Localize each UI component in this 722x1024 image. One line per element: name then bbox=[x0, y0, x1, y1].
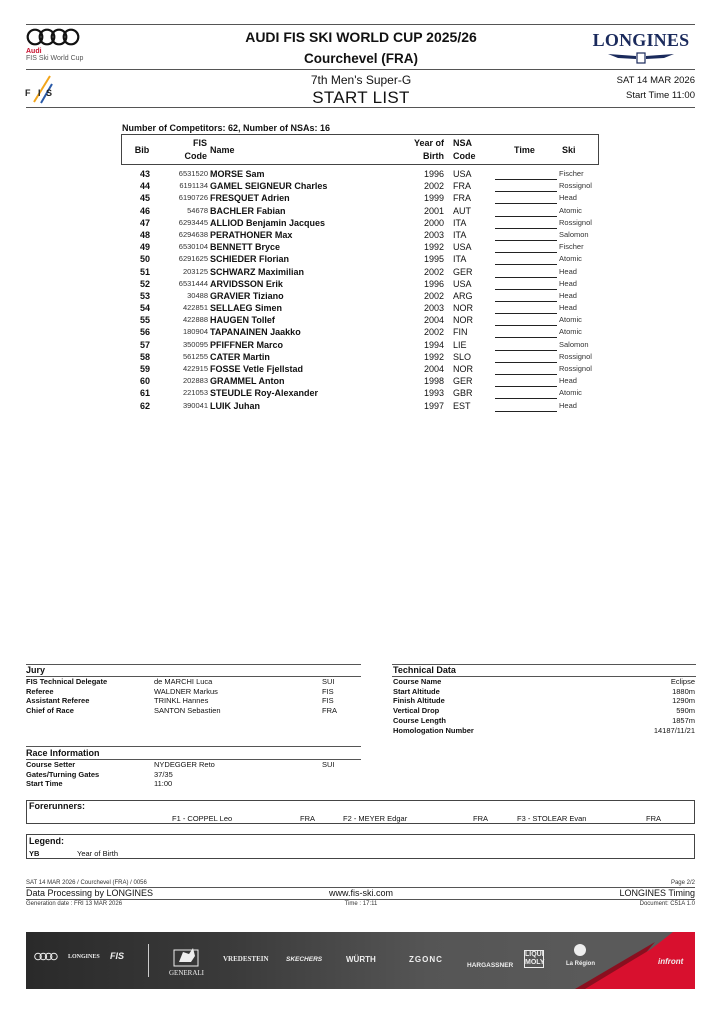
sponsor-longines: LONGINES bbox=[68, 954, 100, 960]
forerunner-3: F3 - STOLEAR Evan bbox=[517, 814, 587, 823]
jury-value: SANTON Sebastien bbox=[154, 706, 221, 716]
athlete-name-cell: PERATHONER Max bbox=[210, 229, 293, 240]
forerunners-title: Forerunners: bbox=[29, 801, 86, 811]
ski-brand-cell: Head bbox=[559, 290, 577, 300]
year-of-birth-cell: 1997 bbox=[423, 400, 444, 411]
athlete-name-cell: SCHWARZ Maximilian bbox=[210, 266, 305, 277]
ski-brand-cell: Atomic bbox=[559, 388, 582, 398]
year-of-birth-cell: 1999 bbox=[423, 193, 444, 204]
fis-code-cell: 54678 bbox=[187, 205, 208, 215]
bib-cell: 46 bbox=[139, 205, 150, 216]
time-blank-field bbox=[495, 278, 557, 290]
forerunners-box bbox=[26, 800, 695, 824]
table-row bbox=[121, 387, 601, 399]
event-venue: Courchevel (FRA) bbox=[303, 51, 418, 66]
nsa-code-cell: LIE bbox=[453, 339, 467, 350]
year-of-birth-cell: 1995 bbox=[423, 254, 444, 265]
year-of-birth-cell: 1998 bbox=[423, 376, 444, 387]
ski-brand-cell: Head bbox=[559, 278, 577, 288]
time-blank-field bbox=[495, 290, 557, 302]
forerunner-1: F1 - COPPEL Leo bbox=[172, 814, 233, 823]
ski-brand-cell: Atomic bbox=[559, 205, 582, 215]
sponsor-infront: infront bbox=[658, 957, 684, 966]
fis-code-cell: 203125 bbox=[182, 266, 208, 276]
time-blank-field bbox=[495, 314, 557, 326]
year-of-birth-cell: 2003 bbox=[423, 303, 444, 314]
col-time: Time bbox=[514, 145, 535, 155]
col-nsa: NSA bbox=[453, 138, 473, 148]
year-of-birth-cell: 2001 bbox=[423, 205, 444, 216]
jury-nation: SUI bbox=[322, 677, 335, 686]
sponsor-banner bbox=[26, 932, 695, 989]
legend-box bbox=[26, 834, 695, 859]
race-info-value: 11:00 bbox=[154, 779, 173, 789]
ski-brand-cell: Rossignol bbox=[559, 351, 592, 361]
nsa-code-cell: USA bbox=[453, 242, 472, 253]
jury-top-rule bbox=[26, 664, 361, 665]
jury-label: Assistant Referee bbox=[26, 696, 90, 706]
year-of-birth-cell: 2004 bbox=[423, 315, 444, 326]
time-blank-field bbox=[495, 168, 557, 180]
nsa-code-cell: ARG bbox=[453, 290, 473, 301]
technical-value: 1857m bbox=[672, 715, 695, 725]
legend-abbr: YB bbox=[29, 849, 40, 858]
bib-cell: 58 bbox=[139, 351, 150, 362]
nsa-code-cell: GER bbox=[453, 376, 473, 387]
fis-logo-icon bbox=[24, 74, 58, 104]
sponsor-wurth: WÜRTH bbox=[346, 955, 376, 964]
technical-value: 1880m bbox=[672, 686, 695, 696]
footer-page: Page 2/2 bbox=[670, 880, 695, 886]
athlete-name-cell: GAMEL SEIGNEUR Charles bbox=[210, 181, 328, 192]
ski-brand-cell: Atomic bbox=[559, 254, 582, 264]
fis-code-cell: 30488 bbox=[187, 290, 208, 300]
svg-text:F: F bbox=[25, 88, 31, 98]
bib-cell: 50 bbox=[139, 254, 150, 265]
table-row bbox=[121, 253, 601, 265]
sponsor-hargassner: HARGASSNER bbox=[467, 962, 514, 969]
race-info-value: 37/35 bbox=[154, 769, 173, 779]
technical-label: Course Name bbox=[393, 677, 442, 686]
footer-time: Time : 17:11 bbox=[344, 901, 378, 907]
technical-title: Technical Data bbox=[393, 665, 456, 675]
fis-code-cell: 6191134 bbox=[179, 181, 208, 191]
nsa-code-cell: ITA bbox=[453, 217, 467, 228]
bib-cell: 61 bbox=[139, 388, 150, 399]
sponsor-fis: FIS bbox=[110, 951, 125, 961]
col-name: Name bbox=[210, 145, 235, 155]
jury-value: de MARCHI Luca bbox=[154, 677, 213, 686]
audi-rings-icon bbox=[26, 28, 80, 46]
start-list-rows bbox=[121, 168, 601, 412]
time-blank-field bbox=[495, 266, 557, 278]
technical-label: Course Length bbox=[393, 715, 446, 725]
year-of-birth-cell: 1994 bbox=[423, 339, 444, 350]
ski-brand-cell: Rossignol bbox=[559, 364, 592, 373]
time-blank-field bbox=[495, 217, 557, 229]
bib-cell: 57 bbox=[139, 339, 150, 350]
col-code: Code bbox=[184, 151, 207, 161]
bib-cell: 43 bbox=[139, 169, 150, 179]
table-row bbox=[121, 168, 601, 180]
year-of-birth-cell: 2002 bbox=[423, 266, 444, 277]
la-region-icon bbox=[574, 944, 586, 956]
fis-code-cell: 561255 bbox=[182, 351, 208, 361]
fis-code-cell: 6294638 bbox=[178, 229, 208, 239]
table-row bbox=[121, 229, 601, 241]
athlete-name-cell: SELLAEG Simen bbox=[210, 303, 283, 314]
year-of-birth-cell: 2000 bbox=[423, 217, 444, 228]
year-of-birth-cell: 2002 bbox=[423, 327, 444, 338]
time-blank-field bbox=[495, 241, 557, 253]
fis-code-cell: 6293445 bbox=[178, 217, 208, 227]
year-of-birth-cell: 1996 bbox=[423, 169, 444, 179]
fis-code-cell: 6530104 bbox=[178, 242, 208, 252]
footer-website[interactable]: www.fis-ski.com bbox=[328, 888, 393, 898]
athlete-name-cell: MORSE Sam bbox=[210, 169, 265, 179]
generali-lion-icon bbox=[171, 942, 201, 968]
athlete-name-cell: TAPANAINEN Jaakko bbox=[210, 327, 301, 338]
longines-wordmark: LONGINES bbox=[592, 30, 690, 50]
fis-code-cell: 350095 bbox=[182, 339, 208, 349]
technical-value: 1290m bbox=[672, 696, 695, 706]
ski-brand-cell: Head bbox=[559, 266, 577, 276]
col-bib: Bib bbox=[134, 145, 150, 155]
fis-code-cell: 6291625 bbox=[178, 254, 208, 264]
legend-meaning: Year of Birth bbox=[77, 849, 118, 858]
race-info-top-rule bbox=[26, 746, 361, 747]
table-row bbox=[121, 314, 601, 326]
bib-cell: 53 bbox=[139, 290, 150, 301]
ski-brand-cell: Atomic bbox=[559, 315, 582, 325]
fis-code-cell: 6190726 bbox=[178, 193, 208, 203]
jury-nation: FIS bbox=[322, 686, 334, 696]
col-ski: Ski bbox=[562, 145, 576, 155]
bib-cell: 51 bbox=[139, 266, 150, 277]
time-blank-field bbox=[495, 302, 557, 314]
col-fis: FIS bbox=[192, 138, 207, 148]
bib-cell: 56 bbox=[139, 327, 150, 338]
nsa-code-cell: NOR bbox=[453, 364, 473, 374]
jury-value: WALDNER Markus bbox=[154, 686, 218, 696]
longines-wings-icon bbox=[588, 52, 694, 64]
sponsor-vredestein: VREDESTEIN bbox=[223, 955, 269, 963]
forerunner-3-nation: FRA bbox=[646, 814, 661, 823]
table-row bbox=[121, 351, 601, 363]
nsa-code-cell: NOR bbox=[453, 303, 473, 314]
table-row bbox=[121, 326, 601, 338]
bib-cell: 55 bbox=[139, 315, 150, 326]
jury-title: Jury bbox=[26, 665, 46, 675]
bib-cell: 62 bbox=[139, 400, 150, 411]
race-info-label: Start Time bbox=[26, 779, 63, 789]
table-row bbox=[121, 302, 601, 314]
header-top-rule bbox=[26, 24, 695, 25]
ski-brand-cell: Salomon bbox=[559, 229, 589, 239]
jury-value: TRINKL Hannes bbox=[154, 696, 209, 706]
header-mid-rule bbox=[26, 69, 695, 70]
sponsor-generali: GENERALI bbox=[169, 969, 204, 977]
fis-code-cell: 202883 bbox=[182, 376, 208, 386]
bib-cell: 48 bbox=[139, 229, 150, 240]
time-blank-field bbox=[495, 400, 557, 412]
race-info-label: Course Setter bbox=[26, 760, 76, 769]
table-row bbox=[121, 363, 601, 375]
time-blank-field bbox=[495, 253, 557, 265]
technical-value: Eclipse bbox=[670, 677, 695, 686]
sponsor-skechers: SKECHERS bbox=[286, 956, 323, 963]
footer-reference: SAT 14 MAR 2026 / Courchevel (FRA) / 0056 bbox=[26, 880, 147, 886]
table-row bbox=[121, 241, 601, 253]
table-row bbox=[121, 290, 601, 302]
jury-label: FIS Technical Delegate bbox=[26, 677, 108, 686]
footer-generation-date: Generation date : FRI 13 MAR 2026 bbox=[26, 901, 123, 907]
sponsor-zgonc: ZGONC bbox=[409, 955, 443, 964]
ski-brand-cell: Head bbox=[559, 193, 577, 203]
ski-brand-cell: Head bbox=[559, 400, 577, 410]
athlete-name-cell: HAUGEN Tollef bbox=[210, 315, 275, 326]
nsa-code-cell: GER bbox=[453, 266, 473, 277]
race-info-title: Race Information bbox=[26, 748, 100, 758]
year-of-birth-cell: 1996 bbox=[423, 278, 444, 289]
legend-title: Legend: bbox=[29, 836, 64, 846]
fis-code-cell: 390041 bbox=[182, 400, 208, 410]
nsa-code-cell: FRA bbox=[453, 193, 471, 204]
jury-label: Chief of Race bbox=[26, 706, 74, 716]
athlete-name-cell: SCHIEDER Florian bbox=[210, 254, 290, 265]
nsa-code-cell: USA bbox=[453, 278, 472, 289]
nsa-code-cell: GBR bbox=[453, 388, 473, 399]
technical-label: Homologation Number bbox=[393, 725, 474, 735]
bib-cell: 47 bbox=[139, 217, 150, 228]
ski-brand-cell: Rossignol bbox=[559, 181, 592, 191]
year-of-birth-cell: 1992 bbox=[423, 242, 444, 253]
race-info-label: Gates/Turning Gates bbox=[26, 769, 100, 779]
event-title: AUDI FIS SKI WORLD CUP 2025/26 bbox=[245, 29, 477, 45]
ski-brand-cell: Fischer bbox=[559, 242, 584, 252]
year-of-birth-cell: 2002 bbox=[423, 181, 444, 192]
ski-brand-cell: Salomon bbox=[559, 339, 589, 349]
technical-label: Vertical Drop bbox=[393, 706, 440, 716]
fis-code-cell: 6531520 bbox=[178, 169, 208, 178]
table-row bbox=[121, 339, 601, 351]
ski-brand-cell: Fischer bbox=[559, 169, 584, 178]
bib-cell: 59 bbox=[139, 364, 150, 374]
footer-timing: LONGINES Timing bbox=[619, 888, 695, 898]
athlete-name-cell: ARVIDSSON Erik bbox=[210, 278, 283, 289]
svg-text:I: I bbox=[38, 88, 41, 98]
forerunner-2-nation: FRA bbox=[473, 814, 488, 823]
audi-brand: Audi bbox=[26, 48, 42, 55]
race-info-nation: SUI bbox=[322, 760, 335, 769]
year-of-birth-cell: 2002 bbox=[423, 290, 444, 301]
jury-label: Referee bbox=[26, 686, 54, 696]
sponsor-audi-icon bbox=[34, 952, 58, 961]
table-row bbox=[121, 400, 601, 412]
table-row bbox=[121, 217, 601, 229]
header-bottom-rule bbox=[26, 107, 695, 108]
table-header bbox=[121, 134, 599, 165]
table-row bbox=[121, 266, 601, 278]
competitor-count: Number of Competitors: 62, Number of NSAs: 16 bbox=[122, 123, 331, 133]
col-year-of: Year of bbox=[413, 138, 444, 148]
nsa-code-cell: FIN bbox=[453, 327, 468, 338]
fis-code-cell: 422851 bbox=[182, 303, 208, 313]
race-name: 7th Men's Super-G bbox=[310, 73, 412, 87]
fis-code-cell: 422915 bbox=[182, 364, 208, 373]
sponsor-liqui-moly: LIQUI MOLY bbox=[525, 951, 545, 966]
col-nsa-code: Code bbox=[453, 151, 476, 161]
technical-value: 590m bbox=[676, 706, 695, 716]
technical-label: Start Altitude bbox=[393, 686, 440, 696]
ski-brand-cell: Atomic bbox=[559, 327, 582, 337]
time-blank-field bbox=[495, 339, 557, 351]
athlete-name-cell: BACHLER Fabian bbox=[210, 205, 286, 216]
sponsor-la-region: La Région bbox=[566, 961, 596, 967]
nsa-code-cell: EST bbox=[453, 400, 471, 411]
bib-cell: 45 bbox=[139, 193, 150, 204]
athlete-name-cell: CATER Martin bbox=[210, 351, 270, 362]
time-blank-field bbox=[495, 205, 557, 217]
nsa-code-cell: ITA bbox=[453, 254, 467, 265]
jury-nation: FIS bbox=[322, 696, 334, 706]
ski-brand-cell: Head bbox=[559, 303, 577, 313]
longines-logo bbox=[588, 30, 694, 69]
year-of-birth-cell: 1993 bbox=[423, 388, 444, 399]
time-blank-field bbox=[495, 192, 557, 204]
fis-code-cell: 180904 bbox=[182, 327, 208, 337]
table-row bbox=[121, 375, 601, 387]
fis-code-cell: 221053 bbox=[182, 388, 208, 398]
bib-cell: 49 bbox=[139, 242, 150, 253]
audi-subtitle: FIS Ski World Cup bbox=[26, 55, 84, 62]
time-blank-field bbox=[495, 387, 557, 399]
bib-cell: 44 bbox=[139, 181, 150, 192]
start-time-header: Start Time 11:00 bbox=[626, 90, 695, 101]
athlete-name-cell: BENNETT Bryce bbox=[210, 242, 281, 253]
athlete-name-cell: GRAVIER Tiziano bbox=[210, 290, 284, 301]
athlete-name-cell: PFIFFNER Marco bbox=[210, 339, 284, 350]
ski-brand-cell: Rossignol bbox=[559, 217, 592, 227]
athlete-name-cell: FOSSE Vetle Fjellstad bbox=[210, 364, 304, 374]
bib-cell: 54 bbox=[139, 303, 150, 314]
time-blank-field bbox=[495, 363, 557, 375]
forerunner-2: F2 - MEYER Edgar bbox=[343, 814, 408, 823]
ski-brand-cell: Head bbox=[559, 376, 577, 386]
race-info-value: NYDEGGER Reto bbox=[154, 760, 215, 769]
athlete-name-cell: STEUDLE Roy-Alexander bbox=[210, 388, 319, 399]
table-row bbox=[121, 192, 601, 204]
athlete-name-cell: LUIK Juhan bbox=[210, 400, 261, 411]
footer-document: Document: C51A 1.0 bbox=[639, 901, 695, 907]
footer-bottom-rule bbox=[26, 899, 695, 900]
athlete-name-cell: GRAMMEL Anton bbox=[210, 376, 285, 387]
nsa-code-cell: AUT bbox=[453, 205, 471, 216]
time-blank-field bbox=[495, 326, 557, 338]
fis-code-cell: 422888 bbox=[182, 315, 208, 325]
table-row bbox=[121, 180, 601, 192]
footer-processing: Data Processing by LONGINES bbox=[26, 888, 154, 898]
time-blank-field bbox=[495, 375, 557, 387]
athlete-name-cell: FRESQUET Adrien bbox=[210, 193, 290, 204]
time-blank-field bbox=[495, 229, 557, 241]
time-blank-field bbox=[495, 180, 557, 192]
table-row bbox=[121, 205, 601, 217]
time-blank-field bbox=[495, 351, 557, 363]
document-title: START LIST bbox=[312, 88, 410, 107]
svg-text:S: S bbox=[46, 88, 53, 98]
sponsor-divider bbox=[148, 944, 149, 977]
technical-label: Finish Altitude bbox=[393, 696, 445, 706]
nsa-code-cell: FRA bbox=[453, 181, 471, 192]
technical-value: 14187/11/21 bbox=[653, 725, 695, 735]
fis-code-cell: 6531444 bbox=[178, 278, 208, 288]
year-of-birth-cell: 2003 bbox=[423, 229, 444, 240]
nsa-code-cell: NOR bbox=[453, 315, 473, 326]
year-of-birth-cell: 2004 bbox=[423, 364, 444, 374]
athlete-name-cell: ALLIOD Benjamin Jacques bbox=[210, 217, 326, 228]
col-birth: Birth bbox=[423, 151, 444, 161]
nsa-code-cell: USA bbox=[453, 169, 472, 179]
forerunner-1-nation: FRA bbox=[300, 814, 315, 823]
bib-cell: 52 bbox=[139, 278, 150, 289]
jury-nation: FRA bbox=[322, 706, 337, 716]
table-row bbox=[121, 278, 601, 290]
year-of-birth-cell: 1992 bbox=[423, 351, 444, 362]
nsa-code-cell: ITA bbox=[453, 229, 467, 240]
race-date: SAT 14 MAR 2026 bbox=[616, 75, 695, 86]
bib-cell: 60 bbox=[139, 376, 150, 387]
nsa-code-cell: SLO bbox=[453, 351, 472, 362]
